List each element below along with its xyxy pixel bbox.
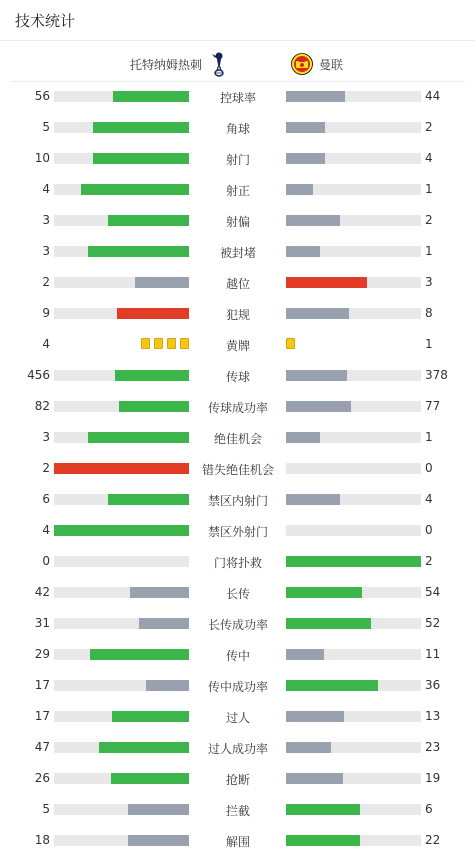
stat-row [0,484,475,515]
home-stat-bar-fill [81,184,189,195]
home-stat-bar [54,804,189,815]
home-stat-bar-fill [90,649,189,660]
home-stat-value: 9 [42,306,50,320]
home-stat-value: 3 [42,430,50,444]
away-stat-bar [286,773,421,784]
stat-label: 过人 [225,711,250,725]
stat-label: 过人成功率 [207,742,268,756]
away-stat-bar-fill [286,153,325,164]
home-stat-bar-fill [54,463,189,474]
yellow-card-icon [167,338,176,349]
home-stat-bar [54,463,189,474]
stat-row [0,329,475,360]
home-stat-bar-fill [130,587,189,598]
stat-row [0,794,475,825]
home-stat-bar [54,649,189,660]
away-stat-bar-fill [286,91,345,102]
home-stat-bar-fill [146,680,189,691]
stat-label: 黄牌 [225,339,250,353]
stat-row [0,515,475,546]
stat-label: 禁区内射门 [207,494,268,508]
stat-row [0,825,475,856]
home-stat-value: 82 [34,399,50,413]
stat-row [0,608,475,639]
away-stat-bar-fill [286,401,351,412]
away-stat-bar-fill [286,649,324,660]
away-stat-bar [286,246,421,257]
away-stat-value: 44 [425,89,441,103]
home-stat-bar [54,184,189,195]
stat-label: 解围 [225,835,250,849]
stats-list [0,81,475,856]
away-stat-bar-fill [286,618,371,629]
home-stat-bar [54,525,189,536]
stat-label: 传球 [225,370,250,384]
stat-row [0,546,475,577]
away-stat-value: 2 [425,213,433,227]
home-team[interactable] [130,51,230,77]
away-stat-bar [286,215,421,226]
home-stat-bar [54,153,189,164]
home-stat-value: 4 [42,337,50,351]
stat-row [0,360,475,391]
home-stat-value: 29 [34,647,50,661]
home-stat-bar [54,432,189,443]
page-header [0,0,475,41]
stat-label: 射正 [225,184,250,198]
away-stat-bar [286,308,421,319]
home-stat-value: 456 [27,368,50,382]
home-stat-value: 17 [34,678,50,692]
home-stat-value: 18 [34,833,50,847]
away-stat-value: 54 [425,585,441,599]
home-stat-bar-fill [93,122,189,133]
home-stat-bar-fill [93,153,189,164]
home-stat-value: 2 [42,461,50,475]
stat-label: 抢断 [225,773,250,787]
home-stat-value: 4 [42,523,50,537]
stat-row [0,205,475,236]
home-stat-bar [54,215,189,226]
home-stat-value: 17 [34,709,50,723]
stat-label: 被封堵 [219,246,256,260]
stat-label: 错失绝佳机会 [201,463,274,477]
away-stat-bar [286,494,421,505]
home-stat-bar [54,556,189,567]
stat-row [0,453,475,484]
stat-label: 射偏 [225,215,250,229]
away-stat-value: 4 [425,492,433,506]
home-stat-bar [54,835,189,846]
home-stat-value: 31 [34,616,50,630]
away-stat-bar [286,432,421,443]
stat-row [0,577,475,608]
teams-header [10,41,465,82]
away-stat-value: 22 [425,833,441,847]
stat-row [0,143,475,174]
away-stat-bar [286,525,421,536]
home-stat-bar [54,494,189,505]
away-stat-value: 3 [425,275,433,289]
away-stat-value: 77 [425,399,441,413]
away-stat-bar-fill [286,308,349,319]
away-stat-bar [286,680,421,691]
away-stat-bar-fill [286,742,331,753]
stat-label: 长传成功率 [207,618,268,632]
stat-label: 传中成功率 [207,680,268,694]
away-stat-value: 52 [425,616,441,630]
stat-row [0,236,475,267]
stat-row [0,422,475,453]
home-stat-bar-fill [117,308,189,319]
stat-label: 角球 [225,122,250,136]
away-stat-bar-fill [286,680,378,691]
away-stat-value: 1 [425,430,433,444]
away-stat-bar [286,463,421,474]
away-stat-value: 2 [425,554,433,568]
home-stat-bar-fill [108,494,189,505]
away-stat-bar [286,835,421,846]
stat-label: 门将扑救 [213,556,262,570]
stat-label: 长传 [225,587,250,601]
home-stat-bar [54,742,189,753]
away-stat-bar-fill [286,370,347,381]
away-stat-bar-fill [286,773,343,784]
home-stat-bar-fill [88,246,189,257]
home-stat-bar [54,277,189,288]
away-stat-bar [286,122,421,133]
stat-row [0,670,475,701]
away-stat-value: 11 [425,647,441,661]
yellow-card-icon [286,338,295,349]
stat-row [0,174,475,205]
home-stat-bar-fill [88,432,189,443]
home-stat-value: 3 [42,213,50,227]
away-stat-value: 2 [425,120,433,134]
yellow-card-icon [141,338,150,349]
home-stat-bar [54,370,189,381]
home-stat-bar-fill [115,370,189,381]
home-stat-bar-fill [113,91,189,102]
stat-label: 犯规 [225,308,250,322]
home-stat-value: 56 [34,89,50,103]
stat-row [0,298,475,329]
away-stat-bar-fill [286,122,325,133]
stat-label: 绝佳机会 [213,432,262,446]
stat-label: 传中 [225,649,250,663]
away-stat-bar [286,184,421,195]
home-stat-bar [54,91,189,102]
away-stat-value: 19 [425,771,441,785]
away-stat-bar-fill [286,494,340,505]
away-stat-value: 0 [425,523,433,537]
away-stat-bar-fill [286,556,421,567]
away-stat-bar-fill [286,804,360,815]
away-stat-bar [286,370,421,381]
home-team-name: 托特纳姆热刺 [129,57,202,72]
away-stat-value: 378 [425,368,448,382]
yellow-card-icon [154,338,163,349]
stat-row [0,639,475,670]
home-stat-value: 47 [34,740,50,754]
home-stat-bar-fill [128,835,189,846]
stat-label: 射门 [225,153,250,167]
home-stat-bar [54,711,189,722]
away-stat-bar-fill [286,215,340,226]
stat-row [0,112,475,143]
home-stat-bar-fill [54,525,189,536]
page-title: 技术统计 [15,12,76,30]
home-stat-bar [54,773,189,784]
home-stat-bar [54,680,189,691]
stat-label: 越位 [225,277,250,291]
away-stat-bar [286,556,421,567]
away-stat-bar [286,649,421,660]
away-stat-bar [286,742,421,753]
home-stat-bar [54,308,189,319]
manchester-united-crest-icon [291,51,313,77]
away-stat-bar [286,153,421,164]
home-stat-bar [54,122,189,133]
home-stat-bar-fill [108,215,189,226]
home-stat-bar [54,587,189,598]
away-stat-bar [286,91,421,102]
home-stat-bar-fill [119,401,189,412]
home-stat-value: 42 [34,585,50,599]
stat-row [0,732,475,763]
yellow-card-icon [180,338,189,349]
stat-label: 拦截 [225,804,250,818]
stat-label: 控球率 [219,91,256,105]
stat-row [0,267,475,298]
away-stat-value: 23 [425,740,441,754]
stat-row [0,763,475,794]
away-stat-bar-fill [286,277,367,288]
home-stat-value: 10 [34,151,50,165]
away-stat-bar-fill [286,711,344,722]
stat-row [0,391,475,422]
stat-row [0,701,475,732]
away-stat-value: 1 [425,182,433,196]
away-stat-value: 1 [425,244,433,258]
home-stat-value: 5 [42,120,50,134]
away-stat-bar-fill [286,246,320,257]
away-team-name: 曼联 [319,57,344,72]
away-stat-value: 8 [425,306,433,320]
home-stat-bar-fill [128,804,189,815]
away-stat-bar [286,618,421,629]
home-stat-value: 5 [42,802,50,816]
home-stat-value: 4 [42,182,50,196]
away-stat-bar-fill [286,835,360,846]
home-stat-bar [54,618,189,629]
away-stat-value: 6 [425,802,433,816]
home-stat-bar-fill [135,277,189,288]
away-stat-bar [286,587,421,598]
away-stat-value: 0 [425,461,433,475]
home-stat-value: 0 [42,554,50,568]
home-stat-bar [54,246,189,257]
home-stat-bar-fill [111,773,189,784]
away-team[interactable] [291,51,343,77]
stat-label: 传球成功率 [207,401,268,415]
away-stat-bar [286,277,421,288]
stat-label: 禁区外射门 [207,525,268,539]
stat-row [0,81,475,112]
away-stat-bar-fill [286,587,362,598]
home-stat-bar-fill [139,618,189,629]
home-yellow-cards [141,338,189,349]
home-stat-value: 26 [34,771,50,785]
away-stat-bar [286,711,421,722]
home-stat-value: 2 [42,275,50,289]
away-stat-value: 4 [425,151,433,165]
away-stat-value: 36 [425,678,441,692]
home-stat-bar-fill [99,742,189,753]
away-stat-bar-fill [286,432,320,443]
tottenham-crest-icon [208,51,230,77]
away-stat-bar [286,804,421,815]
away-yellow-cards [286,338,295,349]
home-stat-bar-fill [112,711,189,722]
home-stat-bar [54,401,189,412]
away-stat-bar-fill [286,184,313,195]
away-stat-value: 1 [425,337,433,351]
away-stat-value: 13 [425,709,441,723]
home-stat-value: 6 [42,492,50,506]
home-stat-value: 3 [42,244,50,258]
away-stat-bar [286,401,421,412]
